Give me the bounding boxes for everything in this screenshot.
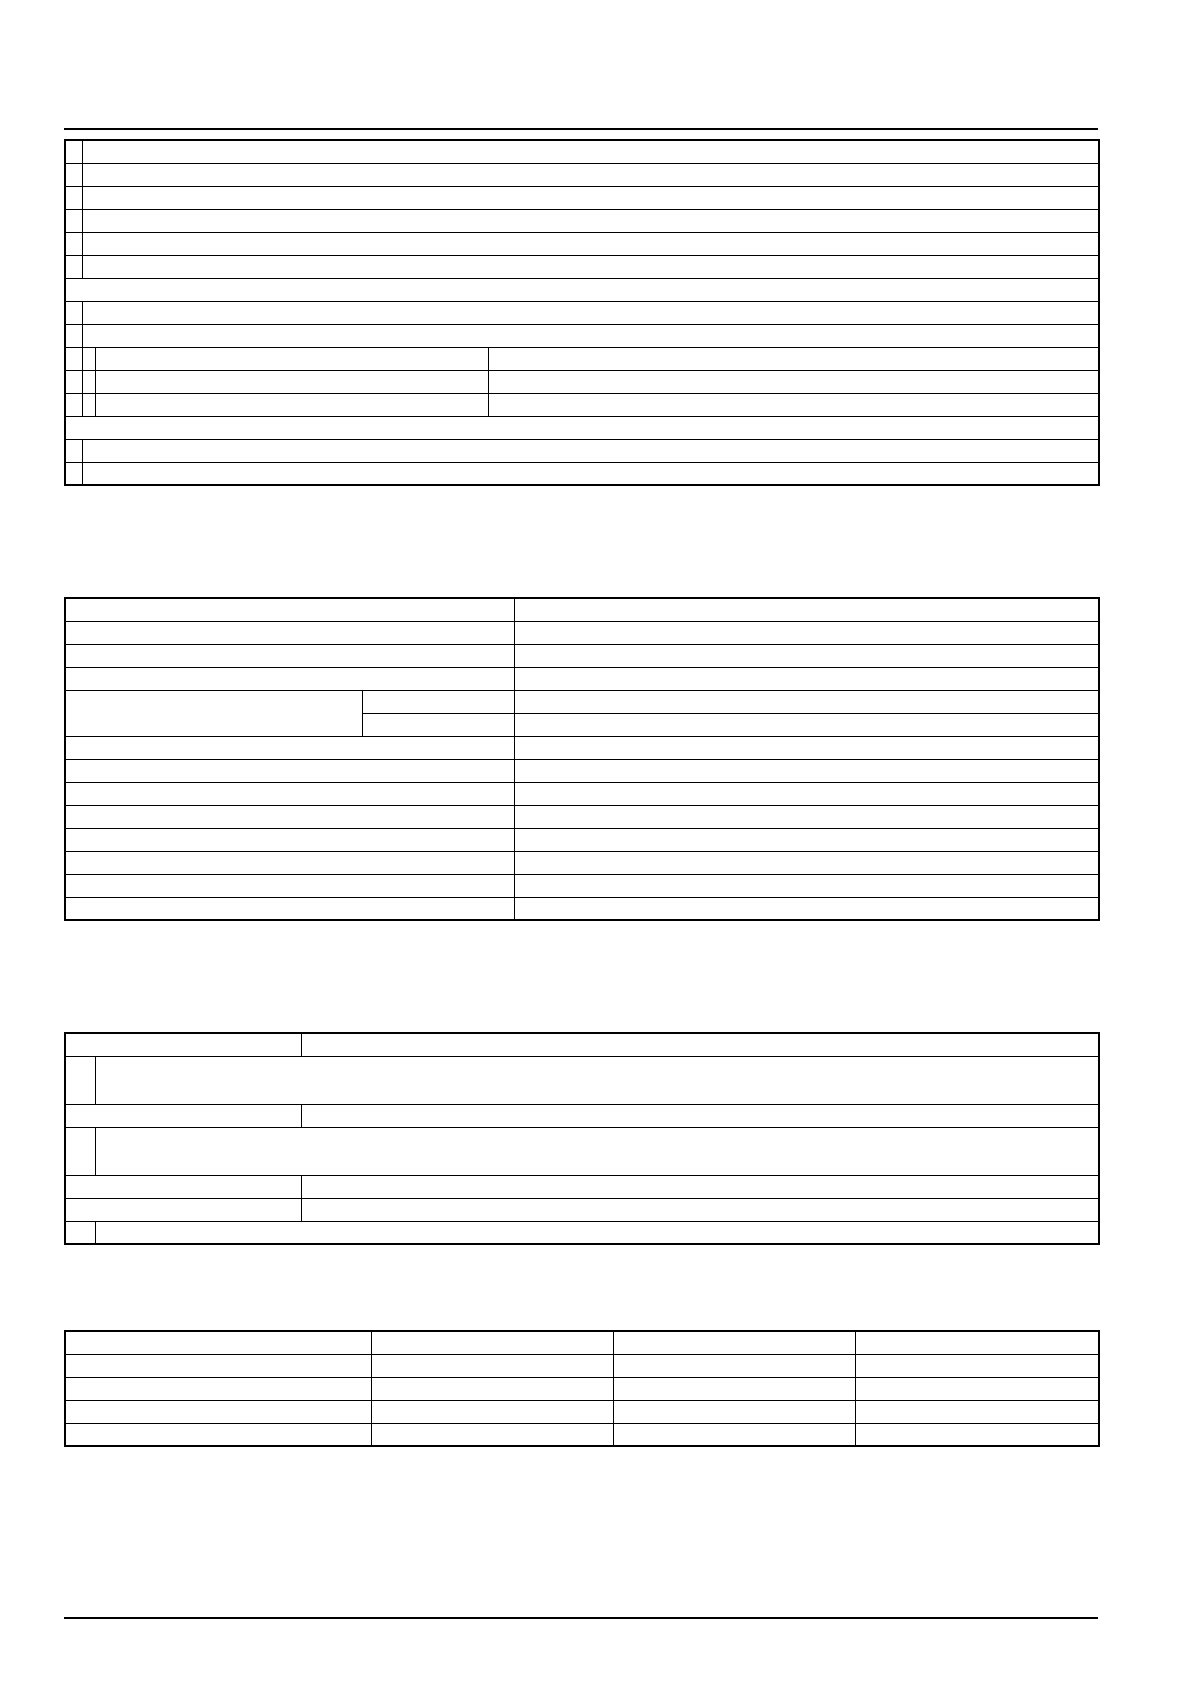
label-cell	[65, 1175, 301, 1198]
section-heading	[65, 278, 1099, 301]
row-number-cell	[65, 370, 82, 393]
form-table-2	[64, 597, 1100, 921]
table-row	[65, 759, 1099, 782]
label-cell	[65, 897, 514, 920]
table-row	[65, 1175, 1099, 1198]
text-cell	[82, 232, 1099, 255]
table-row	[65, 163, 1099, 186]
sub-number-cell	[82, 393, 95, 416]
label-cell	[65, 1104, 301, 1127]
table-cell	[855, 1354, 1099, 1377]
row-number-cell	[65, 255, 82, 278]
table-cell	[371, 1400, 613, 1423]
text-block-cell	[95, 1127, 1099, 1175]
value-cell	[514, 736, 1099, 759]
table-row	[65, 324, 1099, 347]
table-cell	[371, 1423, 613, 1446]
value-cell	[514, 621, 1099, 644]
value-cell	[301, 1033, 1099, 1056]
table-cell	[613, 1354, 855, 1377]
table-row	[65, 736, 1099, 759]
text-cell	[82, 255, 1099, 278]
label-cell	[65, 828, 514, 851]
value-cell	[514, 690, 1099, 713]
text-cell	[82, 324, 1099, 347]
label-cell	[65, 690, 362, 736]
table-row	[65, 1400, 1099, 1423]
table-cell	[613, 1400, 855, 1423]
row-number-cell	[65, 1221, 95, 1244]
row-number-cell	[65, 439, 82, 462]
table-cell	[613, 1377, 855, 1400]
label-cell	[65, 736, 514, 759]
table-row	[65, 690, 1099, 713]
table-row	[65, 667, 1099, 690]
label-cell	[65, 874, 514, 897]
value-cell	[514, 759, 1099, 782]
column-header	[613, 1331, 855, 1354]
table-cell	[371, 1354, 613, 1377]
table-row	[65, 1127, 1099, 1175]
label-cell	[95, 370, 488, 393]
table-cell	[371, 1377, 613, 1400]
table-row	[65, 828, 1099, 851]
label-cell	[65, 644, 514, 667]
header-rule	[64, 128, 1098, 130]
label-cell	[95, 347, 488, 370]
label-cell	[65, 851, 514, 874]
form-table-3	[64, 1032, 1100, 1245]
row-number-cell	[65, 1127, 95, 1175]
table-cell	[65, 1354, 371, 1377]
table-row	[65, 782, 1099, 805]
table-row	[65, 209, 1099, 232]
value-cell	[301, 1175, 1099, 1198]
table-row	[65, 1033, 1099, 1056]
text-cell	[82, 439, 1099, 462]
value-cell	[514, 644, 1099, 667]
sub-label-cell	[362, 690, 514, 713]
table-cell	[65, 1400, 371, 1423]
column-header	[855, 1331, 1099, 1354]
label-cell	[65, 1033, 301, 1056]
table-row	[65, 897, 1099, 920]
table-row	[65, 851, 1099, 874]
table-cell	[855, 1377, 1099, 1400]
table-cell	[65, 1377, 371, 1400]
table-row	[65, 439, 1099, 462]
value-cell	[514, 782, 1099, 805]
text-cell	[82, 163, 1099, 186]
value-cell	[514, 897, 1099, 920]
table-cell	[613, 1423, 855, 1446]
row-number-cell	[65, 163, 82, 186]
value-cell	[514, 828, 1099, 851]
section-heading-row	[65, 278, 1099, 301]
table-header-row	[65, 1331, 1099, 1354]
label-cell	[65, 1198, 301, 1221]
value-cell	[514, 805, 1099, 828]
table-row	[65, 462, 1099, 485]
table-row	[65, 805, 1099, 828]
section-heading	[65, 416, 1099, 439]
text-cell	[82, 209, 1099, 232]
sub-number-cell	[82, 370, 95, 393]
table-row	[65, 140, 1099, 163]
table-row	[65, 1423, 1099, 1446]
value-cell	[301, 1104, 1099, 1127]
sub-label-cell	[362, 713, 514, 736]
form-table-1	[64, 139, 1100, 486]
row-number-cell	[65, 186, 82, 209]
label-cell	[65, 759, 514, 782]
value-cell	[514, 598, 1099, 621]
value-cell	[488, 393, 1099, 416]
sub-number-cell	[82, 347, 95, 370]
value-cell	[514, 851, 1099, 874]
row-number-cell	[65, 1056, 95, 1104]
row-number-cell	[65, 209, 82, 232]
column-header	[65, 1331, 371, 1354]
value-cell	[301, 1198, 1099, 1221]
value-cell	[514, 667, 1099, 690]
table-row	[65, 370, 1099, 393]
row-number-cell	[65, 462, 82, 485]
text-block-cell	[95, 1056, 1099, 1104]
table-row	[65, 1056, 1099, 1104]
table-row	[65, 1354, 1099, 1377]
text-cell	[82, 186, 1099, 209]
table-row	[65, 347, 1099, 370]
label-cell	[65, 667, 514, 690]
table-row	[65, 255, 1099, 278]
table-row	[65, 393, 1099, 416]
row-number-cell	[65, 393, 82, 416]
table-cell	[855, 1400, 1099, 1423]
value-cell	[488, 347, 1099, 370]
row-number-cell	[65, 232, 82, 255]
table-row	[65, 874, 1099, 897]
form-table-4	[64, 1330, 1100, 1447]
value-cell	[514, 713, 1099, 736]
table-row	[65, 186, 1099, 209]
column-header	[371, 1331, 613, 1354]
table-row	[65, 232, 1099, 255]
label-cell	[95, 393, 488, 416]
table-row	[65, 621, 1099, 644]
table-row	[65, 1221, 1099, 1244]
value-cell	[514, 874, 1099, 897]
label-cell	[65, 598, 514, 621]
table-row	[65, 1104, 1099, 1127]
table-row	[65, 644, 1099, 667]
table-row	[65, 301, 1099, 324]
value-cell	[488, 370, 1099, 393]
row-number-cell	[65, 324, 82, 347]
footer-rule	[64, 1617, 1098, 1619]
row-number-cell	[65, 301, 82, 324]
row-number-cell	[65, 140, 82, 163]
label-cell	[65, 805, 514, 828]
text-cell	[95, 1221, 1099, 1244]
table-row	[65, 598, 1099, 621]
row-number-cell	[65, 347, 82, 370]
label-cell	[65, 621, 514, 644]
table-cell	[65, 1423, 371, 1446]
label-cell	[65, 782, 514, 805]
table-row	[65, 1198, 1099, 1221]
text-cell	[82, 301, 1099, 324]
text-cell	[82, 140, 1099, 163]
table-cell	[855, 1423, 1099, 1446]
table-row	[65, 1377, 1099, 1400]
text-cell	[82, 462, 1099, 485]
section-heading-row	[65, 416, 1099, 439]
